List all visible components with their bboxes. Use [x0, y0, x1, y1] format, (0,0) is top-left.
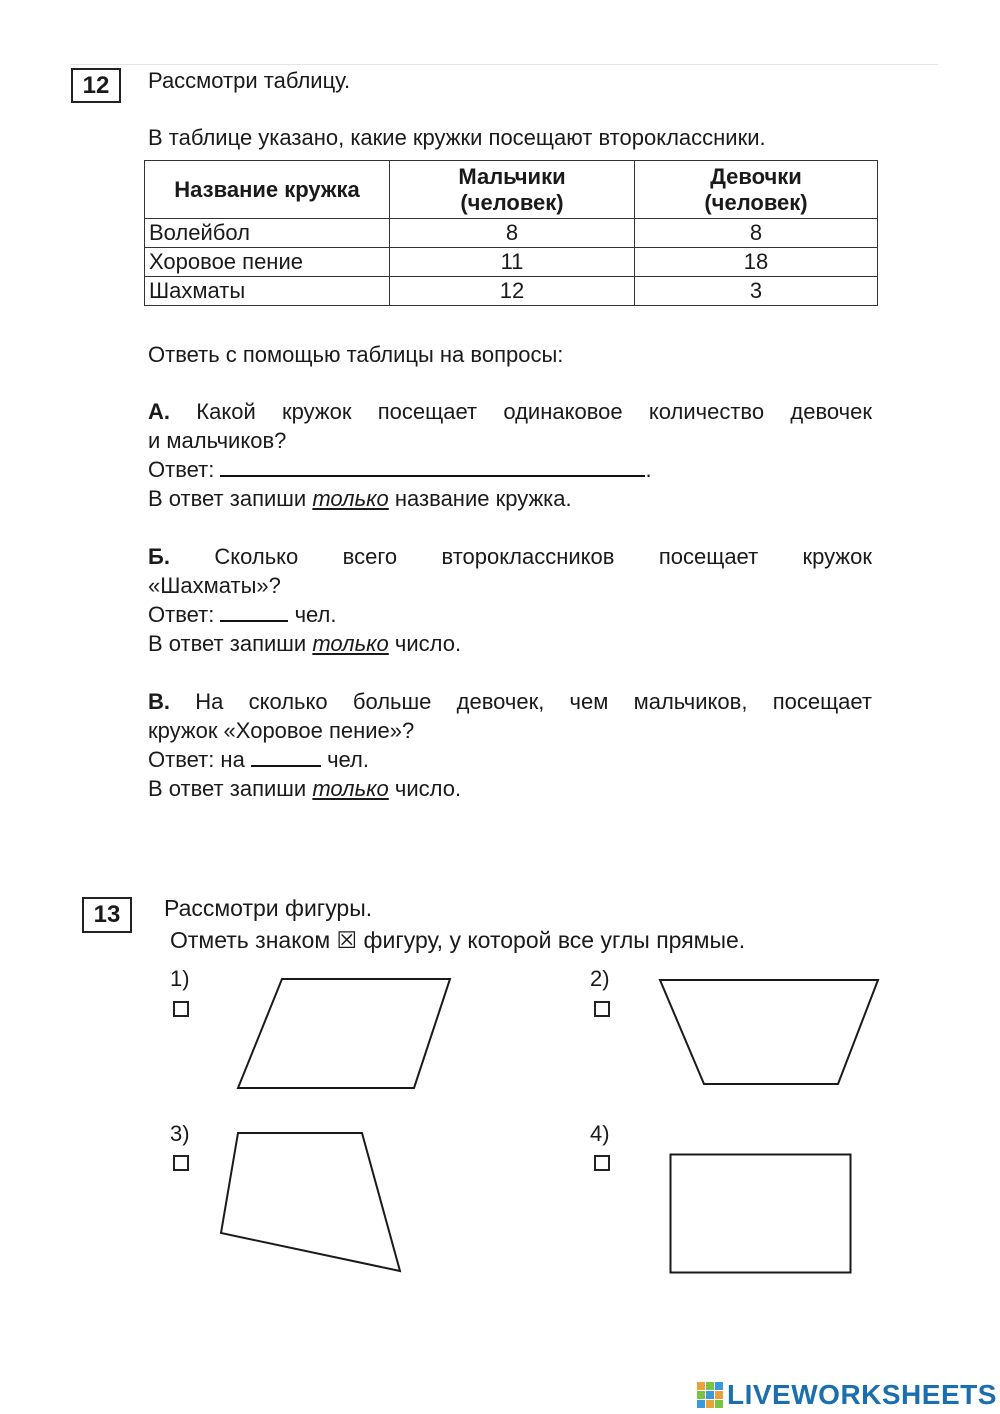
part-a-answer-blank[interactable]: [220, 455, 645, 477]
option-2-checkbox[interactable]: [594, 1001, 610, 1017]
part-a-note-before: В ответ запиши: [148, 486, 307, 511]
clubs-table: [144, 160, 878, 306]
brand-name: LIVEWORKSHEETS: [727, 1379, 997, 1410]
part-c-question-line1: [148, 687, 872, 716]
cell-girls: 3: [635, 277, 878, 306]
part-b-note: [148, 629, 461, 658]
cell-girls: 8: [635, 219, 878, 248]
cell-girls: 18: [635, 248, 878, 277]
part-a-note-emphasis: только: [312, 486, 389, 511]
option-1-label: 1): [170, 966, 190, 991]
part-b-answer-row: [148, 600, 337, 629]
part-b-answer-blank[interactable]: [220, 600, 288, 622]
part-a-question-line1: [148, 397, 872, 426]
option-4-label: 4): [590, 1121, 610, 1146]
liveworksheets-logo: [697, 1376, 997, 1414]
part-c-answer-label: Ответ: на: [148, 747, 245, 772]
part-b-text: Сколько всего второклассников посещает кружок: [214, 544, 872, 569]
part-c-note-before: В ответ запиши: [148, 776, 307, 801]
trapezoid-shape: [658, 977, 880, 1087]
question-13-number: 13: [82, 897, 132, 933]
part-b-question-line2: «Шахматы»?: [148, 573, 281, 598]
part-c-letter: В.: [148, 689, 170, 714]
quadrilateral-shape: [218, 1130, 404, 1274]
part-c-note-emphasis: только: [312, 776, 389, 801]
part-a-note: [148, 484, 572, 513]
cell-club-name: Волейбол: [145, 219, 390, 248]
header-club-name: Название кружка: [145, 161, 390, 219]
part-b-answer-label: Ответ:: [148, 602, 215, 627]
checked-box-icon: ☒: [336, 927, 358, 953]
cell-club-name: Шахматы: [145, 277, 390, 306]
part-a-text: Какой кружок посещает одинаковое количество девочек: [196, 399, 872, 424]
part-a-question-line2: и мальчиков?: [148, 428, 287, 453]
top-divider: [70, 64, 938, 65]
q12-intro: В таблице указано, какие кружки посещают второклассники.: [148, 125, 766, 150]
q13-instruction-after: фигуру, у которой все углы прямые.: [363, 927, 746, 953]
q12-title: Рассмотри таблицу.: [148, 68, 351, 93]
part-a-answer-end: .: [645, 457, 652, 482]
table-header-row: [145, 161, 878, 219]
part-a-answer-label: Ответ:: [148, 457, 215, 482]
part-b-note-before: В ответ запиши: [148, 631, 307, 656]
cell-boys: 12: [390, 277, 635, 306]
logo-grid-icon: [697, 1382, 723, 1408]
rectangle-shape: [669, 1153, 853, 1275]
part-c-note: [148, 774, 461, 803]
part-a-letter: А.: [148, 399, 170, 424]
header-girls-line2: (человек): [704, 189, 808, 215]
parallelogram-shape: [236, 977, 452, 1090]
header-boys-line1: Мальчики: [458, 163, 566, 189]
cell-club-name: Хоровое пение: [145, 248, 390, 277]
part-b-note-emphasis: только: [312, 631, 389, 656]
table-row: [145, 277, 878, 306]
option-2-label: 2): [590, 966, 610, 991]
header-girls: [635, 161, 878, 219]
header-boys: [390, 161, 635, 219]
q13-title: Рассмотри фигуры.: [164, 895, 373, 921]
cell-boys: 11: [390, 248, 635, 277]
header-boys-line2: (человек): [460, 189, 564, 215]
part-c-answer-blank[interactable]: [251, 745, 321, 767]
option-1-checkbox[interactable]: [173, 1001, 189, 1017]
part-c-answer-row: [148, 745, 369, 774]
option-4-checkbox[interactable]: [594, 1155, 610, 1171]
question-12-number: 12: [71, 68, 121, 103]
part-a-note-after: название кружка.: [394, 486, 572, 511]
table-row: [145, 219, 878, 248]
cell-boys: 8: [390, 219, 635, 248]
option-3-label: 3): [170, 1121, 190, 1146]
part-c-note-after: число.: [394, 776, 462, 801]
q12-prompt: Ответь с помощью таблицы на вопросы:: [148, 342, 564, 367]
q13-instruction: [170, 926, 745, 955]
part-c-question-line2: кружок «Хоровое пение»?: [148, 718, 415, 743]
header-girls-line1: Девочки: [710, 163, 802, 189]
table-row: [145, 248, 878, 277]
option-3-checkbox[interactable]: [173, 1155, 189, 1171]
q13-instruction-before: Отметь знаком: [170, 927, 331, 953]
part-c-answer-unit: чел.: [327, 747, 369, 772]
part-a-answer-row: [148, 455, 652, 484]
part-b-answer-unit: чел.: [294, 602, 337, 627]
part-b-note-after: число.: [394, 631, 462, 656]
part-c-text: На сколько больше девочек, чем мальчиков, посещает: [195, 689, 872, 714]
part-b-question-line1: [148, 542, 872, 571]
part-b-letter: Б.: [148, 544, 170, 569]
